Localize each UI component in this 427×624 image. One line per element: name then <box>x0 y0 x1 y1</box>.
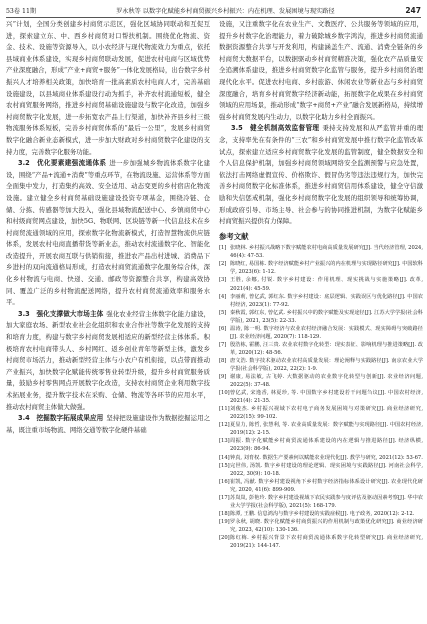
page-number-left: 53卷 11期 <box>6 8 37 15</box>
references-heading: 参考文献 <box>219 231 249 241</box>
reference-number: [6] <box>219 325 227 332</box>
reference-text: 李丽莉, 曾亿武, 郭红东. 数字乡村建设：底层逻辑、实践误区与优化路径[J]. 中国农村经济, 2023(1): 77-92. <box>230 293 423 308</box>
left-column <box>6 19 210 436</box>
reference-item <box>219 478 423 494</box>
section-3-3 <box>6 309 210 413</box>
reference-text: 陈红梅. 乡村振兴背景下农村商贸流通体系数字化转型研究[J]. 商业经济研究, 2019(21): 144-147. <box>230 534 423 550</box>
reference-text: 完世伟, 汤凯. 数字乡村建设的理论逻辑、现实困境与实践路径[J]. 河南社会科学, 2022, 30(9): 10-18. <box>230 462 423 477</box>
reference-number: [20] <box>219 534 230 541</box>
running-header <box>6 5 421 18</box>
section-heading: 3.5 健全机制高效监督管理 <box>231 124 320 133</box>
reference-number: [12] <box>219 422 230 429</box>
reference-number: [17] <box>219 494 230 501</box>
reference-number: [13] <box>219 438 230 445</box>
section-body: 坚持把设施建设作为数据挖掘运用之基，既注重市场物流、网络交通等数字化硬件基础 <box>6 414 210 434</box>
section-heading: 3.3 强化支撑做大市场主体 <box>18 309 104 318</box>
reference-item <box>219 518 423 534</box>
section-heading: 3.2 优化要素建强流通体系 <box>18 159 107 168</box>
reference-item <box>219 494 423 510</box>
reference-text: 夏显力, 陈哲, 张慧利, 等. 农业高质量发展：数字赋能与实现路径[J]. 中国农村经济, 2019(12): 2-15. <box>230 422 423 437</box>
running-title: 罗永秋等 以数字化赋能乡村商贸振兴乡村振兴：内在机理、发展困境与现实路径 <box>116 8 335 15</box>
reference-text: 陈晓红, 易国栋. 数字经济赋能乡村产业振兴的内在机理与实现路径研究[J]. 中国软科学, 2023(6): 1-12. <box>230 261 423 276</box>
reference-number: [5] <box>219 309 227 316</box>
right-column <box>219 19 423 550</box>
reference-number: [11] <box>219 406 230 413</box>
reference-item <box>219 405 423 421</box>
reference-item <box>219 510 423 518</box>
reference-text: 崔凯, 冯献. 数字乡村建设视角下乡村数字经济指标体系设计研究[J]. 农业现代化研究, 2020, 41(6): 899-909. <box>230 478 423 493</box>
section-body: 进一步加强城乡物流体系数字化建设，围绕“产品+流通+消费”等重点环节，在物流设施、运营体系等方面全面集中发力，打造集约高效、安全适用、动态变更的乡村宿店化物流设施。建立健全乡村商贸基础设施建设投资专项基金，围绕冷链、仓储、分拣、传感器等加大投入，强化县域物流配送中心、乡镇商贸中心和村级商贸网点建设，加快5G、物联网、区块链等新一代信息技术在乡村商贸流通领域的应用，探索数字化物流新模式，打造智慧物流供应链体系，发展农村电商直播带货等新业态，推动农村流通数字化、智能化改造提升，开展农商互联与供销衔接，推进农产品出村进城、消费品下乡进村的双向流通格局形成，打造农村商贸流通数字化服务综合体，深化乡村物流与电商、快递、交通、邮政等资源整合共享，构建高效协同、覆盖广泛的乡村物流配送网络，提升农村商贸流通效率和服务水平。 <box>6 159 211 307</box>
reference-item <box>219 260 423 276</box>
reference-item <box>219 421 423 437</box>
reference-item <box>219 389 423 405</box>
reference-number: [18] <box>219 510 230 517</box>
reference-item <box>219 462 423 478</box>
reference-text: 周振. 数字化赋能乡村商贸流通体系建设的内在逻辑与推进路径[J]. 经济纵横, 2023(9): 86-94. <box>230 438 423 453</box>
reference-number: [8] <box>219 357 227 364</box>
section-heading: 3.4 挖掘数字拓展成果应用 <box>18 414 104 423</box>
reference-item <box>219 293 423 309</box>
reference-item <box>219 276 423 292</box>
section-body: 秉持支持发展和从严监管并重的理念，支持率先在有条件的“三农”和乡村商贸发展中推行数字化监管改革试点，探索建立适应乡村商贸数字化发展的监管制度，健全数据安全和个人信息保护机制，加强乡村商贸领域网络安全监测预警与应急处置，依法打击网络虚假宣传、价格欺诈、假冒伪劣等违法违规行为，加快完善乡村商贸数字化标准体系，推进乡村商贸信用体系建设，健全守信激励和失信惩戒机制，强化乡村商贸数字化发展的组织领导和统筹协调，形成政府引导、市场主导、社会参与的协同推进机制，为数字化赋能乡村商贸振兴提供有力保障。 <box>219 124 424 226</box>
reference-item <box>219 437 423 453</box>
section-body: 强化农业经营主体数字化能力建设，加大家庭农场、新型农业社会化组织和农业合作社等数字化发展的支持和培育力度，构建与数字乡村商贸发展相适应的新型经营主体体系。积极培育农村电商带头人、乡村网红、返乡创业青年等新型主体，激发乡村商贸市场活力，推动新型经营主体与小农户有机衔接，以点带面推动产业振兴，加快数字化赋能传统零售业转型升级，提升乡村商贸服务质量，鼓励乡村零售网点开展数字化改造，支持农村商贸企业利用数字技术拓展业务，提升数字技术在采购、仓储、物流等各环节的应用水平，推动农村商贸主体做大做强。 <box>6 309 210 411</box>
reference-list <box>219 244 423 550</box>
paragraph: 设施，又注重数字化在农业生产、文教医疗、公共服务等领域的应用，提升乡村数字化治理能力，着力破除城乡数字鸿沟，推进乡村商贸流通数据资源整合共享与开发利用，构建涵盖生产、流通、消费全链条的乡村商贸大数据平台，以数据驱动乡村商贸精准决策，强化农产品质量安全追溯体系建设，推进乡村商贸数字化监管与服务，提升乡村商贸治理现代化水平。促进农村电商、乡村旅游、休闲农业等新业态与乡村商贸深度融合，培育乡村商贸数字经济新动能，拓展数字化成果在乡村商贸领域的应用场景，推动形成“数字+商贸+产业”融合发展新格局，持续增强乡村商贸发展内生动力，以数字化助力乡村全面振兴。 <box>219 20 423 121</box>
reference-item <box>219 244 423 260</box>
reference-text: 殷浩栋, 霍鹏, 汪三贵. 农业农村数字化转型：现实表征、影响机理与推进策略[J]. 改革, 2020(12): 48-56. <box>230 341 423 356</box>
reference-number: [3] <box>219 277 227 284</box>
reference-item <box>219 373 423 389</box>
reference-item <box>219 357 423 373</box>
reference-text: 刘俊杰. 乡村振兴视域下农村电子商务发展困境与对策研究[J]. 商业经济研究, 2022(15): 99-102. <box>230 406 423 421</box>
reference-number: [14] <box>219 454 230 461</box>
reference-text: 唐文浩. 数字技术驱动农业农村高质量发展：理论阐释与实践路径[J]. 南京农业大学学报(社会科学版), 2022, 22(2): 1-9. <box>230 357 423 372</box>
reference-number: [19] <box>219 518 230 525</box>
reference-text: 谢康, 易法敏, 古飞婷. 大数据驱动的农业数字化转型与创新[J]. 农业经济问题, 2022(5): 37-48. <box>230 374 423 389</box>
reference-text: 曾亿武, 宋逸香, 林夏珍, 等. 中国数字乡村建设若干问题刍议[J]. 中国农村经济, 2021(4): 21-35. <box>230 390 423 405</box>
paragraph: 兴”计划，全国分类创建乡村商贸示范区，强化区域协同联动和互促互进，探索建立东、中、西乡村商贸对口帮扶机制。围绕优化物流、资金、技术、设施等资源导入，以小农经济与现代物流效力为重点，依托县域商业体系建设，实现乡村商贸联动发展，促进农村电商与区域优势产业深度融合，形成“产业+商贸+服务”一体化发展格局，出台数字乡村振兴人才培养相关政策，加快培育一批高素质农村电商人才，完善基础设施建设，以县域商业体系建设行动为抓手，补齐农村流通短板，健全农村商贸服务网络，推进乡村商贸基础设施建设与数字化改造，加强乡村商贸数字化发展，进一步拓宽农产品上行渠道，加快补齐县乡村三级物流服务体系短板，完善乡村商贸体系的“最后一公里”，发展乡村商贸数字化融合新业态新模式，进一步加大财政对乡村商贸数字化建设的支持力度，完善数字化服务功能。 <box>6 20 210 156</box>
reference-number: [15] <box>219 462 230 469</box>
section-3-5 <box>219 123 423 227</box>
reference-number: [1] <box>219 245 227 252</box>
reference-number: [10] <box>219 390 230 397</box>
reference-item <box>219 325 423 341</box>
reference-item <box>219 341 423 357</box>
section-3-2 <box>6 158 210 309</box>
reference-text: 张晓林. 乡村振兴战略下数字赋能农村电商高质量发展研究[J]. 当代经济管理, 2024, 46(4): 47-53. <box>230 245 423 260</box>
reference-text: 温涛, 陈一明. 数字经济与农业农村经济融合发展：实践模式、现实障碍与突破路径[J]. 农业经济问题, 2020(7): 118-129. <box>230 325 423 340</box>
reference-text: 王胜, 余娜, 付锐. 数字乡村建设：作用机理、现实挑战与实施策略[J]. 改革, 2021(4): 45-59. <box>230 277 423 292</box>
reference-text: 秦秋霞, 郭红东, 曾亿武. 乡村振兴中的数字赋能及实现途径[J]. 江苏大学学报(社会科学版), 2021, 23(5): 22-33. <box>230 309 423 324</box>
section-3-4 <box>6 413 210 436</box>
reference-text: 苏岚岚, 彭艳玲. 数字乡村建设视域下农民实践参与度评估及驱动因素考察[J]. 华中农业大学学报(社会科学版), 2021(5): 168-179. <box>230 494 423 509</box>
reference-text: 罗永秋, 胡晓. 数字化赋能乡村商贸振兴的作用机制与政策优化研究[J]. 商业经济研究, 2023, 42(10): 130-136. <box>230 518 423 533</box>
reference-number: [9] <box>219 374 227 381</box>
reference-item <box>219 309 423 325</box>
reference-number: [16] <box>219 478 230 485</box>
reference-number: [2] <box>219 261 227 268</box>
page-number: 247 <box>405 6 421 15</box>
reference-item <box>219 454 423 462</box>
reference-text: 钟真, 刘育权. 数据生产要素何以赋能农业现代化[J]. 教学与研究, 2021(12): 53-67. <box>230 454 423 461</box>
reference-text: 陈潭, 王鹏. 信息鸿沟与数字乡村建设的实践症候[J]. 电子政务, 2020(12): 2-12. <box>230 510 415 517</box>
reference-number: [7] <box>219 341 227 348</box>
reference-item <box>219 534 423 550</box>
reference-number: [4] <box>219 293 227 300</box>
